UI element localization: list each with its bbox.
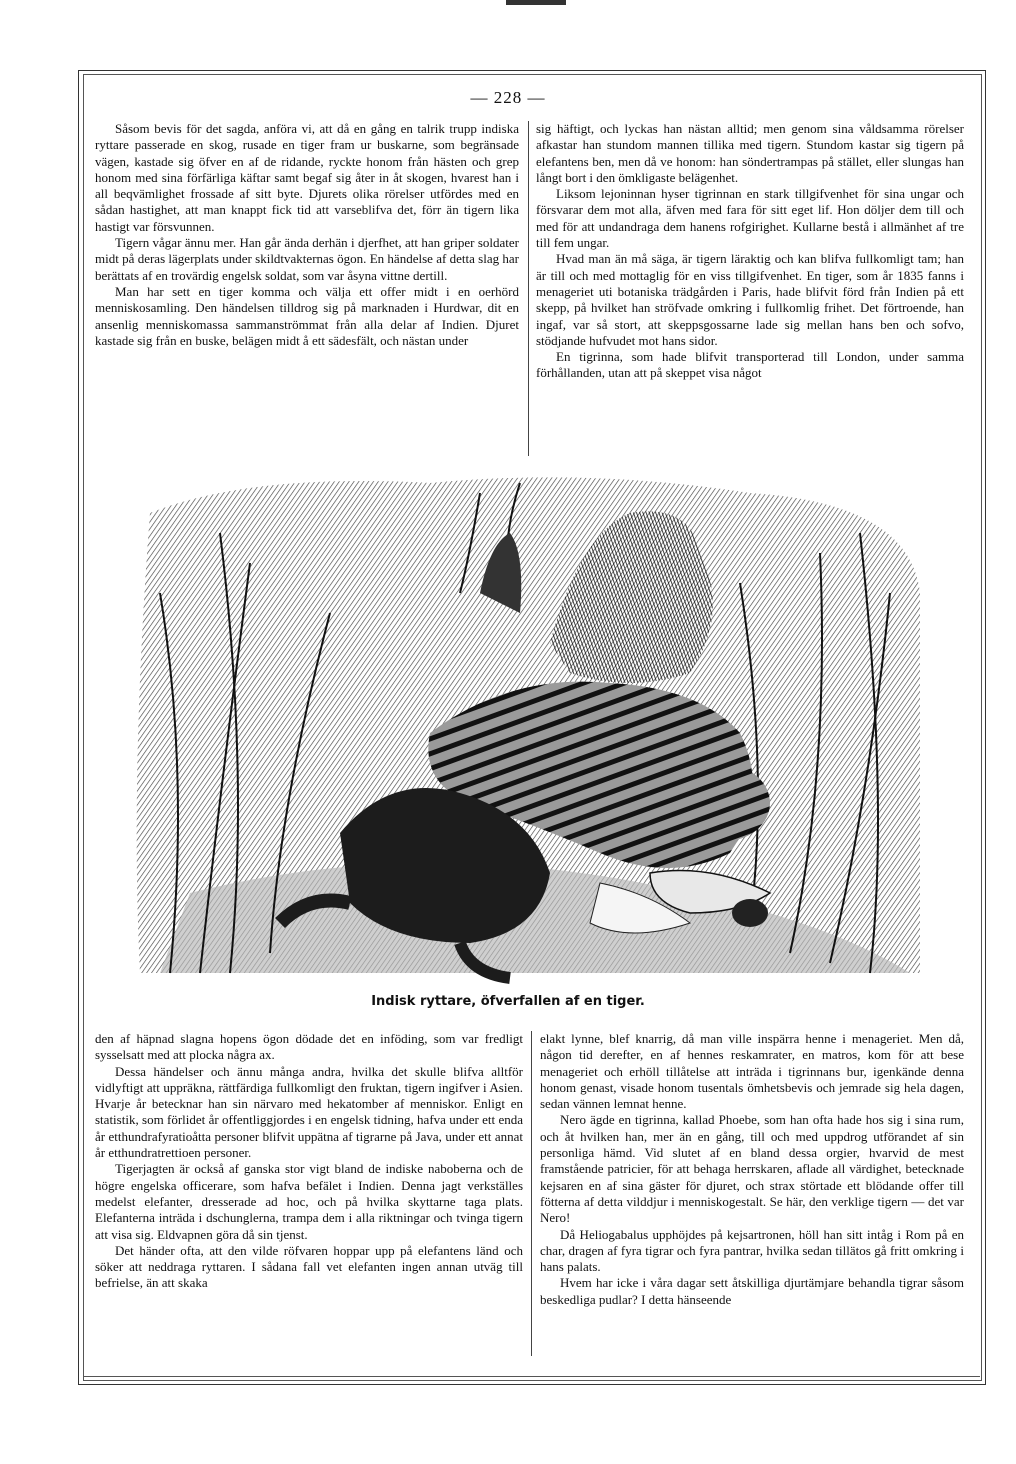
bottom-rule (83, 1376, 980, 1377)
engraving-tiger-attacking-horseman-icon (130, 473, 926, 991)
paragraph: Liksom lejoninnan hyser tigrinnan en stark tillgifvenhet för sina ungar och försvarar dem mot alla, äfven med fara för sitt eget lif. Hon döljer dem till och med för att undandraga dem hanens rofgirighet. Kullarne bestå i allmänhet af tre till fem ungar. (536, 186, 964, 251)
paragraph: sig häftigt, och lyckas han nästan alltid; men genom sina våldsamma rörelser afkastar han stundom mannen tillika med tigern. Stundom kastar sig tigern på elefantens ben, men då ve honom: han söndertrampas på stället, eller slungas han långt bort i den ömkligaste belägenhet. (536, 121, 964, 185)
column-top-left (95, 121, 519, 349)
paragraph: Hvem har icke i våra dagar sett åtskilliga djurtämjare behandla tigrar såsom beskedliga pudlar? I detta hänseende (540, 1275, 964, 1307)
paragraph: Man har sett en tiger komma och välja ett offer midt i en oerhörd menniskosamling. Den händelsen tilldrog sig på marknaden i Hurdwar, dit en ansenlig menniskomassa sammanströmmat från alla delar af Indien. Djuret kastade sig från en buske, belägen midt å ett sädesfält, och nästan under (95, 283, 519, 348)
column-top-right (536, 121, 964, 382)
paragraph: den af häpnad slagna hopens ögon dödade det en inföding, som var fredligt sysselsatt med att plocka några ax. (95, 1031, 523, 1063)
paragraph: Dessa händelser och ännu många andra, hvilka det skulle blifva alltför vidlyftigt att uppräkna, rättfärdiga fullkomligt den fruktan, tigern ingifver i Asien. Hvarje år betecknar han sin närvaro med hekatomber af menniskor. Enligt en statistik, som förlidet år offentliggjordes i en engelsk tidning, hafva under ett enda år etthundrafyratioåtta personer blifvit uppätna af tigrarne på Java, under ett annat år etthundratrettioen personer. (95, 1063, 523, 1161)
column-divider (528, 121, 529, 456)
page-number: — 228 — (470, 88, 546, 107)
column-bottom-left (95, 1031, 523, 1292)
illustration-caption: Indisk ryttare, öfverfallen af en tiger. (371, 994, 645, 1009)
column-divider (531, 1031, 532, 1356)
illustration-engraving (130, 473, 926, 991)
paragraph: En tigrinna, som hade blifvit transporterad till London, under samma förhållanden, utan att på skeppet visa något (536, 349, 964, 381)
paragraph: Tigerjagten är också af ganska stor vigt bland de indiske naboberna och de högre engelska officerare, som hafva befälet i Indien. Denna jagt verkställes medelst elefanter, dresserade ad hoc, och på hvilka skyttarne taga plats. Elefanterna inträda i dschunglerna, trampa dem i alla riktningar och tvinga tigern att visa sig. Eldvapnen göra då sin tjenst. (95, 1161, 523, 1242)
paragraph: Då Heliogabalus upphöjdes på kejsartronen, höll han sitt intåg i Rom på en char, dragen af fyra tigrar och fyra pantrar, hvilka sedan tillätos gå fritt omkring i hans palats. (540, 1226, 964, 1275)
paragraph: Nero ägde en tigrinna, kallad Phoebe, som han ofta hade hos sig i sina rum, och åt hvilken han, mer än en gång, till och med uppdrog utförandet af sin personliga hämd. Vid slutet af en bland dessa orgier, hvarvid de mest framstående patricier, för att behaga herrskaren, aflade all värdighet, betecknade kejsaren en af sina gäster för djuret, och strax störtade ett blödande offer till fötterna af detta vilddjur i menniskogestalt. Se här, den verklige tigern — det var Nero! (540, 1112, 964, 1226)
top-edge-mark (506, 0, 566, 5)
paragraph: Det händer ofta, att den vilde röfvaren hoppar upp på elefantens länd och söker att neddraga ryttaren. I sådana fall vet elefanten ingen annan utväg till befrielse, än att skaka (95, 1242, 523, 1291)
paragraph: Hvad man än må säga, är tigern läraktig och kan blifva fullkomligt tam; han är till och med mottaglig för en viss tillgifvenhet. En tiger, som år 1835 fanns i menageriet uti botaniska trädgården i Paris, hade blifvit förd från Indien på ett skepp, på hvilket han ströfvade omkring i fullkomlig frihet. Det förtroende, han ingaf, var så stort, att skeppsgossarne lade sig mellan hans ben och sofvo, stödjande hufvudet mot hans sidor. (536, 251, 964, 348)
column-bottom-right (540, 1031, 964, 1308)
paragraph: Såsom bevis för det sagda, anföra vi, att då en gång en talrik trupp indiska ryttare passerade en skog, rusade en tiger fram ur buskarne, som begränsade vägen, kastade sig öfver en af de ridande, ryckte honom från hästen och grep honom med sina förfärliga käftar samt begaf sig åter in åt skogen, hvarest han i all beqvämlighet frossade af sitt byte. Djurets olika rörelser utfördes med en sådan hastighet, att man knappt fick tid att varseblifva det, förr än tigern lika hastigt var försvunnen. (95, 121, 519, 234)
paragraph: elakt lynne, blef knarrig, då man ville inspärra henne i menageriet. Men då, någon tid derefter, en af hennes reskamrater, en matros, kom för att bese menageriet och erhöll tillåtelse att inträda i tigrinnans bur, igenkände denna honom genast, visade honom tusentals ömhetsbevis och jemrade sig hela dagen, sedan vännen lemnat henne. (540, 1031, 964, 1112)
paragraph: Tigern vågar ännu mer. Han går ända derhän i djerfhet, att han griper soldater midt på deras lägerplats under skildtvakternas ögon. En händelse af detta slag har berättats af en trovärdig engelsk soldat, som var åsyna vittne dertill. (95, 235, 519, 283)
